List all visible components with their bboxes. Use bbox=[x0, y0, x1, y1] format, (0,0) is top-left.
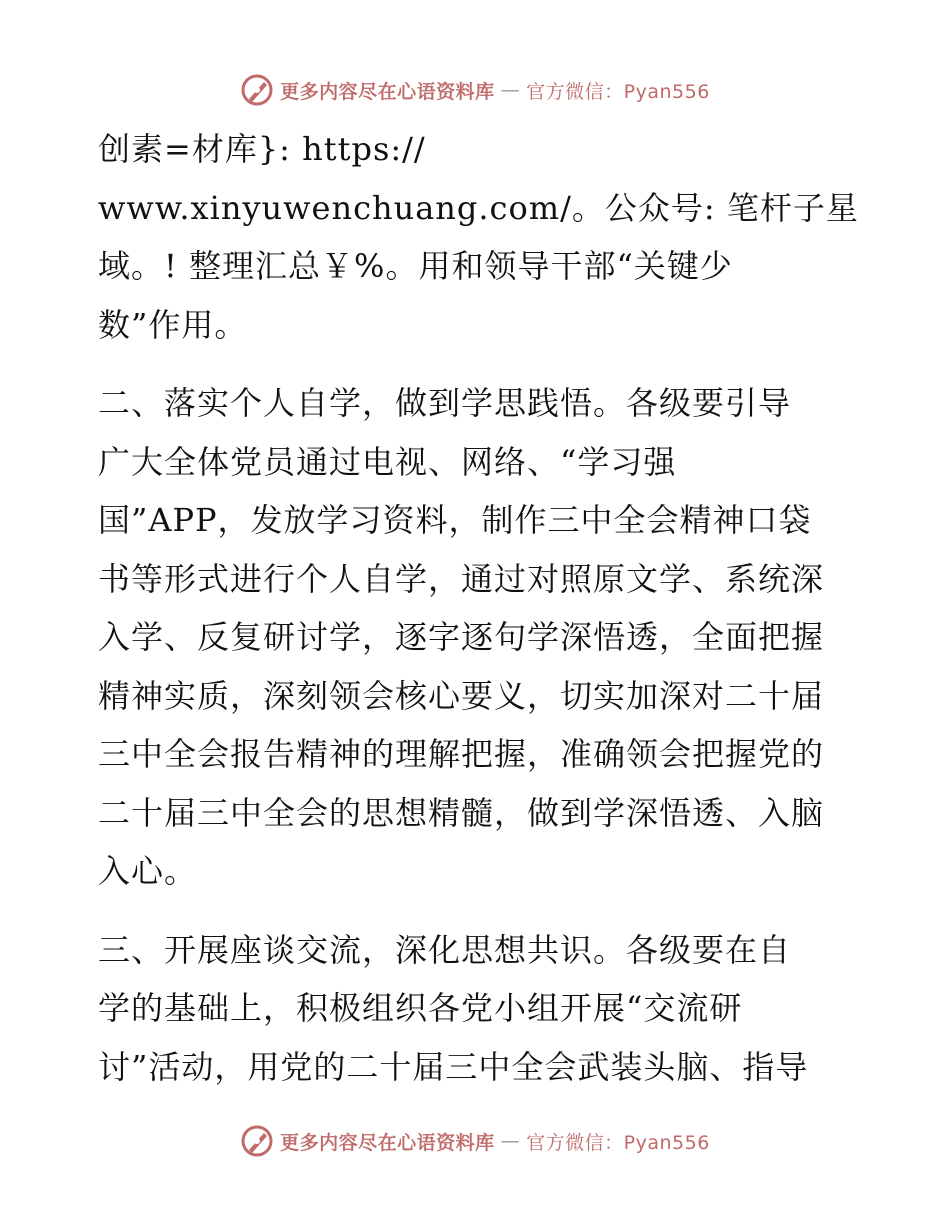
text-line: 三中全会报告精神的理解把握，准确领会把握党的 bbox=[98, 735, 825, 773]
text-line: 广大全体党员通过电视、网络、“学习强 bbox=[98, 442, 677, 481]
text-line: 讨”活动，用党的二十届三中全会武装头脑、指导 bbox=[98, 1047, 809, 1086]
text-line: 二十届三中全会的思想精髓，做到学深悟透、入脑 bbox=[98, 793, 825, 832]
text-line: 国”APP，发放学习资料，制作三中全会精神口袋 bbox=[98, 501, 812, 539]
text-line: 创素=材库}: https:// bbox=[98, 130, 426, 168]
watermark-brand: 更多内容尽在心语资料库 bbox=[280, 80, 495, 103]
watermark-separator: — bbox=[500, 1130, 521, 1152]
text-line: www.xinyuwenchuang.com/。公众号: 笔杆子星 bbox=[98, 188, 859, 227]
paragraph-1 bbox=[98, 120, 858, 354]
watermark-banner-top bbox=[0, 70, 950, 110]
paragraph-3 bbox=[98, 921, 858, 1097]
watermark-separator: — bbox=[500, 79, 521, 101]
text-line: 域。! 整理汇总￥%。用和领导干部“关键少 bbox=[98, 247, 733, 285]
paragraph-2 bbox=[98, 374, 858, 901]
text-line: 精神实质，深刻领会核心要义，切实加深对二十届 bbox=[98, 676, 825, 715]
text-line: 入学、反复研讨学，逐字逐句学深悟透，全面把握 bbox=[98, 618, 825, 656]
text-line: 入心。 bbox=[98, 852, 198, 890]
watermark-wechat: 官方微信：Pyan556 bbox=[526, 1131, 710, 1154]
pen-logo-icon bbox=[240, 73, 274, 107]
watermark-wechat: 官方微信：Pyan556 bbox=[526, 80, 710, 103]
watermark-brand: 更多内容尽在心语资料库 bbox=[280, 1131, 495, 1154]
text-line: 数”作用。 bbox=[98, 305, 248, 344]
watermark-banner-bottom bbox=[0, 1121, 950, 1161]
pen-logo-icon bbox=[240, 1124, 274, 1158]
text-line: 三、开展座谈交流，深化思想共识。各级要在自 bbox=[98, 930, 792, 969]
text-line: 二、落实个人自学，做到学思践悟。各级要引导 bbox=[98, 384, 792, 422]
text-line: 学的基础上，积极组织各党小组开展“交流研 bbox=[98, 989, 743, 1027]
text-line: 书等形式进行个人自学，通过对照原文学、系统深 bbox=[98, 559, 825, 598]
document-body bbox=[98, 120, 858, 1096]
